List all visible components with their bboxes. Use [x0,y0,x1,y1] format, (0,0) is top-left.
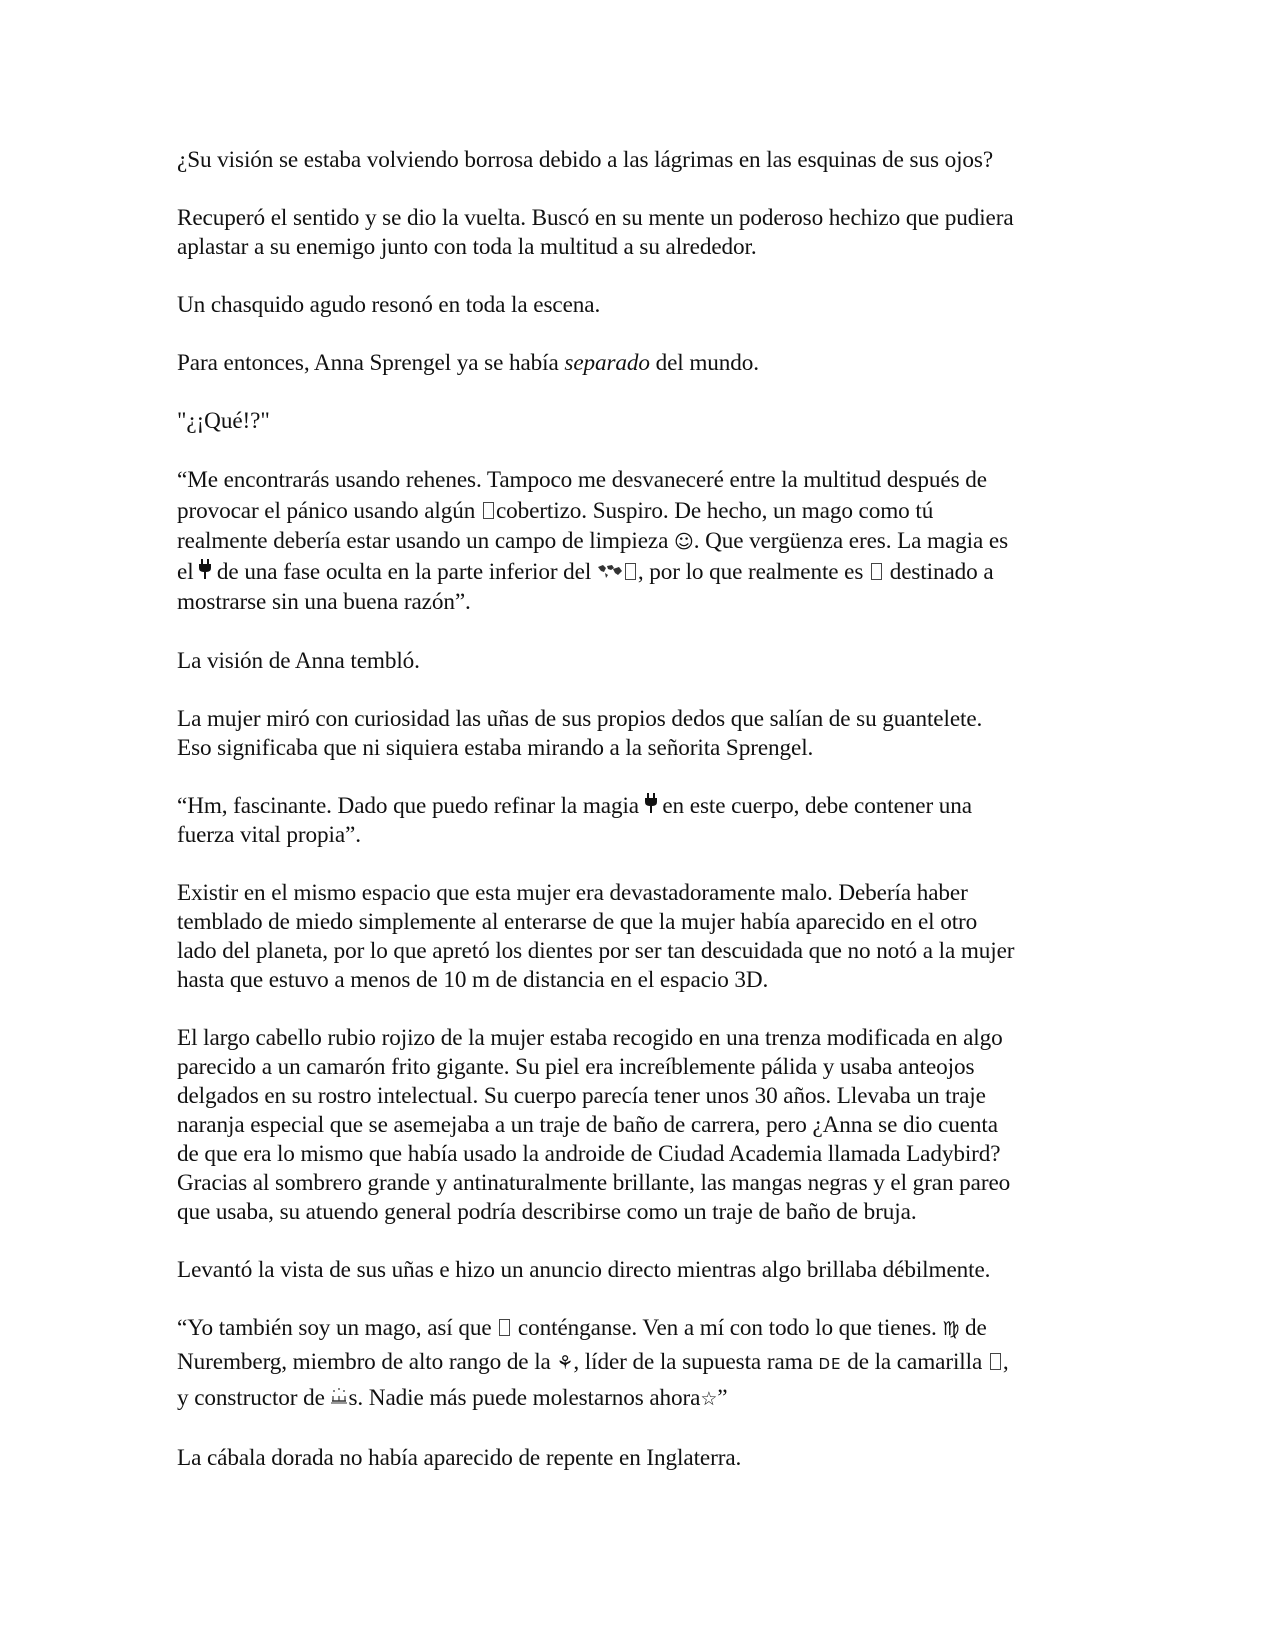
de-mark-icon: DE [818,1354,842,1373]
text-run: “Hm, fascinante. Dado que puedo refinar la magia [177,792,645,819]
text-line: aplastar a su enemigo junto con toda la multitud a su alrededor. [177,234,757,260]
paragraph-4 [177,349,1097,378]
text-run: provocar el pánico usando algún [177,497,481,524]
text-line: temblado de miedo simplemente al enterarse de que la mujer había aparecido en el otro [177,908,978,935]
text-run: Para entonces, Anna Sprengel ya se había [177,350,565,376]
text-line: "¿¡Qué!?" [177,408,270,434]
text-line [177,349,1097,378]
text-line: parecido a un camarón frito gigante. Su piel era increíblemente pálida y usaba anteojos [177,1053,975,1080]
text-line: Recuperó el sentido y se dio la vuelta. Buscó en su mente un poderoso hechizo que pudiera [177,205,1014,231]
text-line: El largo cabello rubio rojizo de la mujer estaba recogido en una trenza modificada en algo [177,1024,1003,1051]
virgo-icon: ♍ [942,1317,960,1340]
document-page [177,146,1097,1502]
text-run: conténganse. Ven a mí con todo lo que tienes. [512,1314,943,1341]
italic-word: separado [564,350,650,376]
missing-glyph-icon [625,563,636,580]
text-line: Existir en el mismo espacio que esta mujer era devastadoramente malo. Debería haber [177,879,968,906]
text-line: fuerza vital propia”. [177,821,361,848]
text-line: de que era lo mismo que había usado la androide de Ciudad Academia llamada Ladybird? [177,1140,1001,1167]
rose-icon: ⚘ [556,1351,574,1374]
text-line: lado del planeta, por lo que apretó los dientes por ser tan descuidada que no notó a la mujer [177,937,1015,964]
text-line [177,1311,1097,1345]
text-run: ” [717,1384,728,1411]
text-run: cobertizo. Suspiro. De hecho, un mago como tú [495,497,934,524]
text-line [177,557,1097,588]
text-run: del mundo. [649,350,759,376]
paragraph-11 [177,1024,1097,1227]
plug-icon [199,559,211,583]
text-line [177,496,1097,527]
paragraph-13 [177,1311,1097,1415]
smiley-icon: ☺ [673,531,694,553]
text-run: de la camarilla [841,1348,988,1375]
text-run: de una fase oculta en la parte inferior del [211,558,597,585]
missing-glyph-icon [871,563,882,580]
text-line: Gracias al sombrero grande y antinaturalmente brillante, las mangas negras y el gran pareo [177,1169,1011,1196]
text-run: s. Nadie más puede molestarnos ahora [348,1384,701,1411]
text-line: delgados en su rostro intelectual. Su cuerpo parecía tener unos 30 años. Llevaba un traje [177,1082,986,1109]
missing-glyph-icon [499,1319,510,1336]
text-run: de [959,1314,987,1341]
plug-icon [645,793,657,817]
text-run: . Que vergüenza eres. La magia es [693,528,1009,554]
text-run: , por lo que realmente es [637,558,869,585]
missing-glyph-icon [990,1353,1001,1370]
text-line: Eso significaba que ni siquiera estaba mirando a la señorita Sprengel. [177,734,814,761]
text-line: Un chasquido agudo resonó en toda la escena. [177,292,601,318]
text-line: naranja especial que se asemejaba a un traje de baño de carrera, pero ¿Anna se dio cuenta [177,1111,998,1138]
paragraph-12 [177,1256,1097,1285]
text-line: hasta que estuvo a menos de 10 m de distancia en el espacio 3D. [177,966,769,993]
text-run: realmente debería estar usando un campo de limpieza [177,528,674,554]
text-line [177,1345,1097,1381]
crown-icon [330,1387,348,1409]
text-run: en este cuerpo, debe contener una [656,792,972,819]
paragraph-6 [177,465,1097,618]
star-icon: ☆ [700,1387,718,1410]
paragraph-9 [177,792,1097,850]
text-run: destinado a [884,558,994,585]
text-line: La cábala dorada no había aparecido de repente en Inglaterra. [177,1444,742,1471]
text-line: ¿Su visión se estaba volviendo borrosa debido a las lágrimas en las esquinas de sus ojos? [177,147,994,173]
text-run: “Yo también soy un mago, así que [177,1314,498,1341]
text-run: , [1002,1348,1009,1375]
text-line: La visión de Anna tembló. [177,647,420,674]
paragraph-10 [177,879,1097,995]
paragraph-8 [177,705,1097,763]
text-run: y constructor de [177,1384,331,1411]
paragraph-5 [177,407,1097,436]
text-line [177,792,1097,821]
missing-glyph-icon [483,502,494,519]
world-map-icon [597,563,623,583]
text-line: Levantó la vista de sus uñas e hizo un anuncio directo mientras algo brillaba débilmente. [177,1256,991,1283]
text-line: “Me encontrarás usando rehenes. Tampoco me desvaneceré entre la multitud después de [177,467,987,493]
text-line: mostrarse sin una buena razón”. [177,589,471,615]
text-line: que usaba, su atuendo general podría describirse como un traje de baño de bruja. [177,1198,917,1225]
text-line [177,1381,1097,1415]
paragraph-3 [177,291,1097,320]
text-run: Nuremberg, miembro de alto rango de la [177,1348,557,1375]
text-line [177,526,1097,557]
paragraph-14 [177,1444,1097,1473]
text-run: , líder de la supuesta rama [573,1348,819,1375]
text-line: La mujer miró con curiosidad las uñas de sus propios dedos que salían de su guantelete. [177,705,983,732]
paragraph-2 [177,204,1097,262]
text-run: el [177,558,200,585]
paragraph-1 [177,146,1097,175]
paragraph-7 [177,647,1097,676]
